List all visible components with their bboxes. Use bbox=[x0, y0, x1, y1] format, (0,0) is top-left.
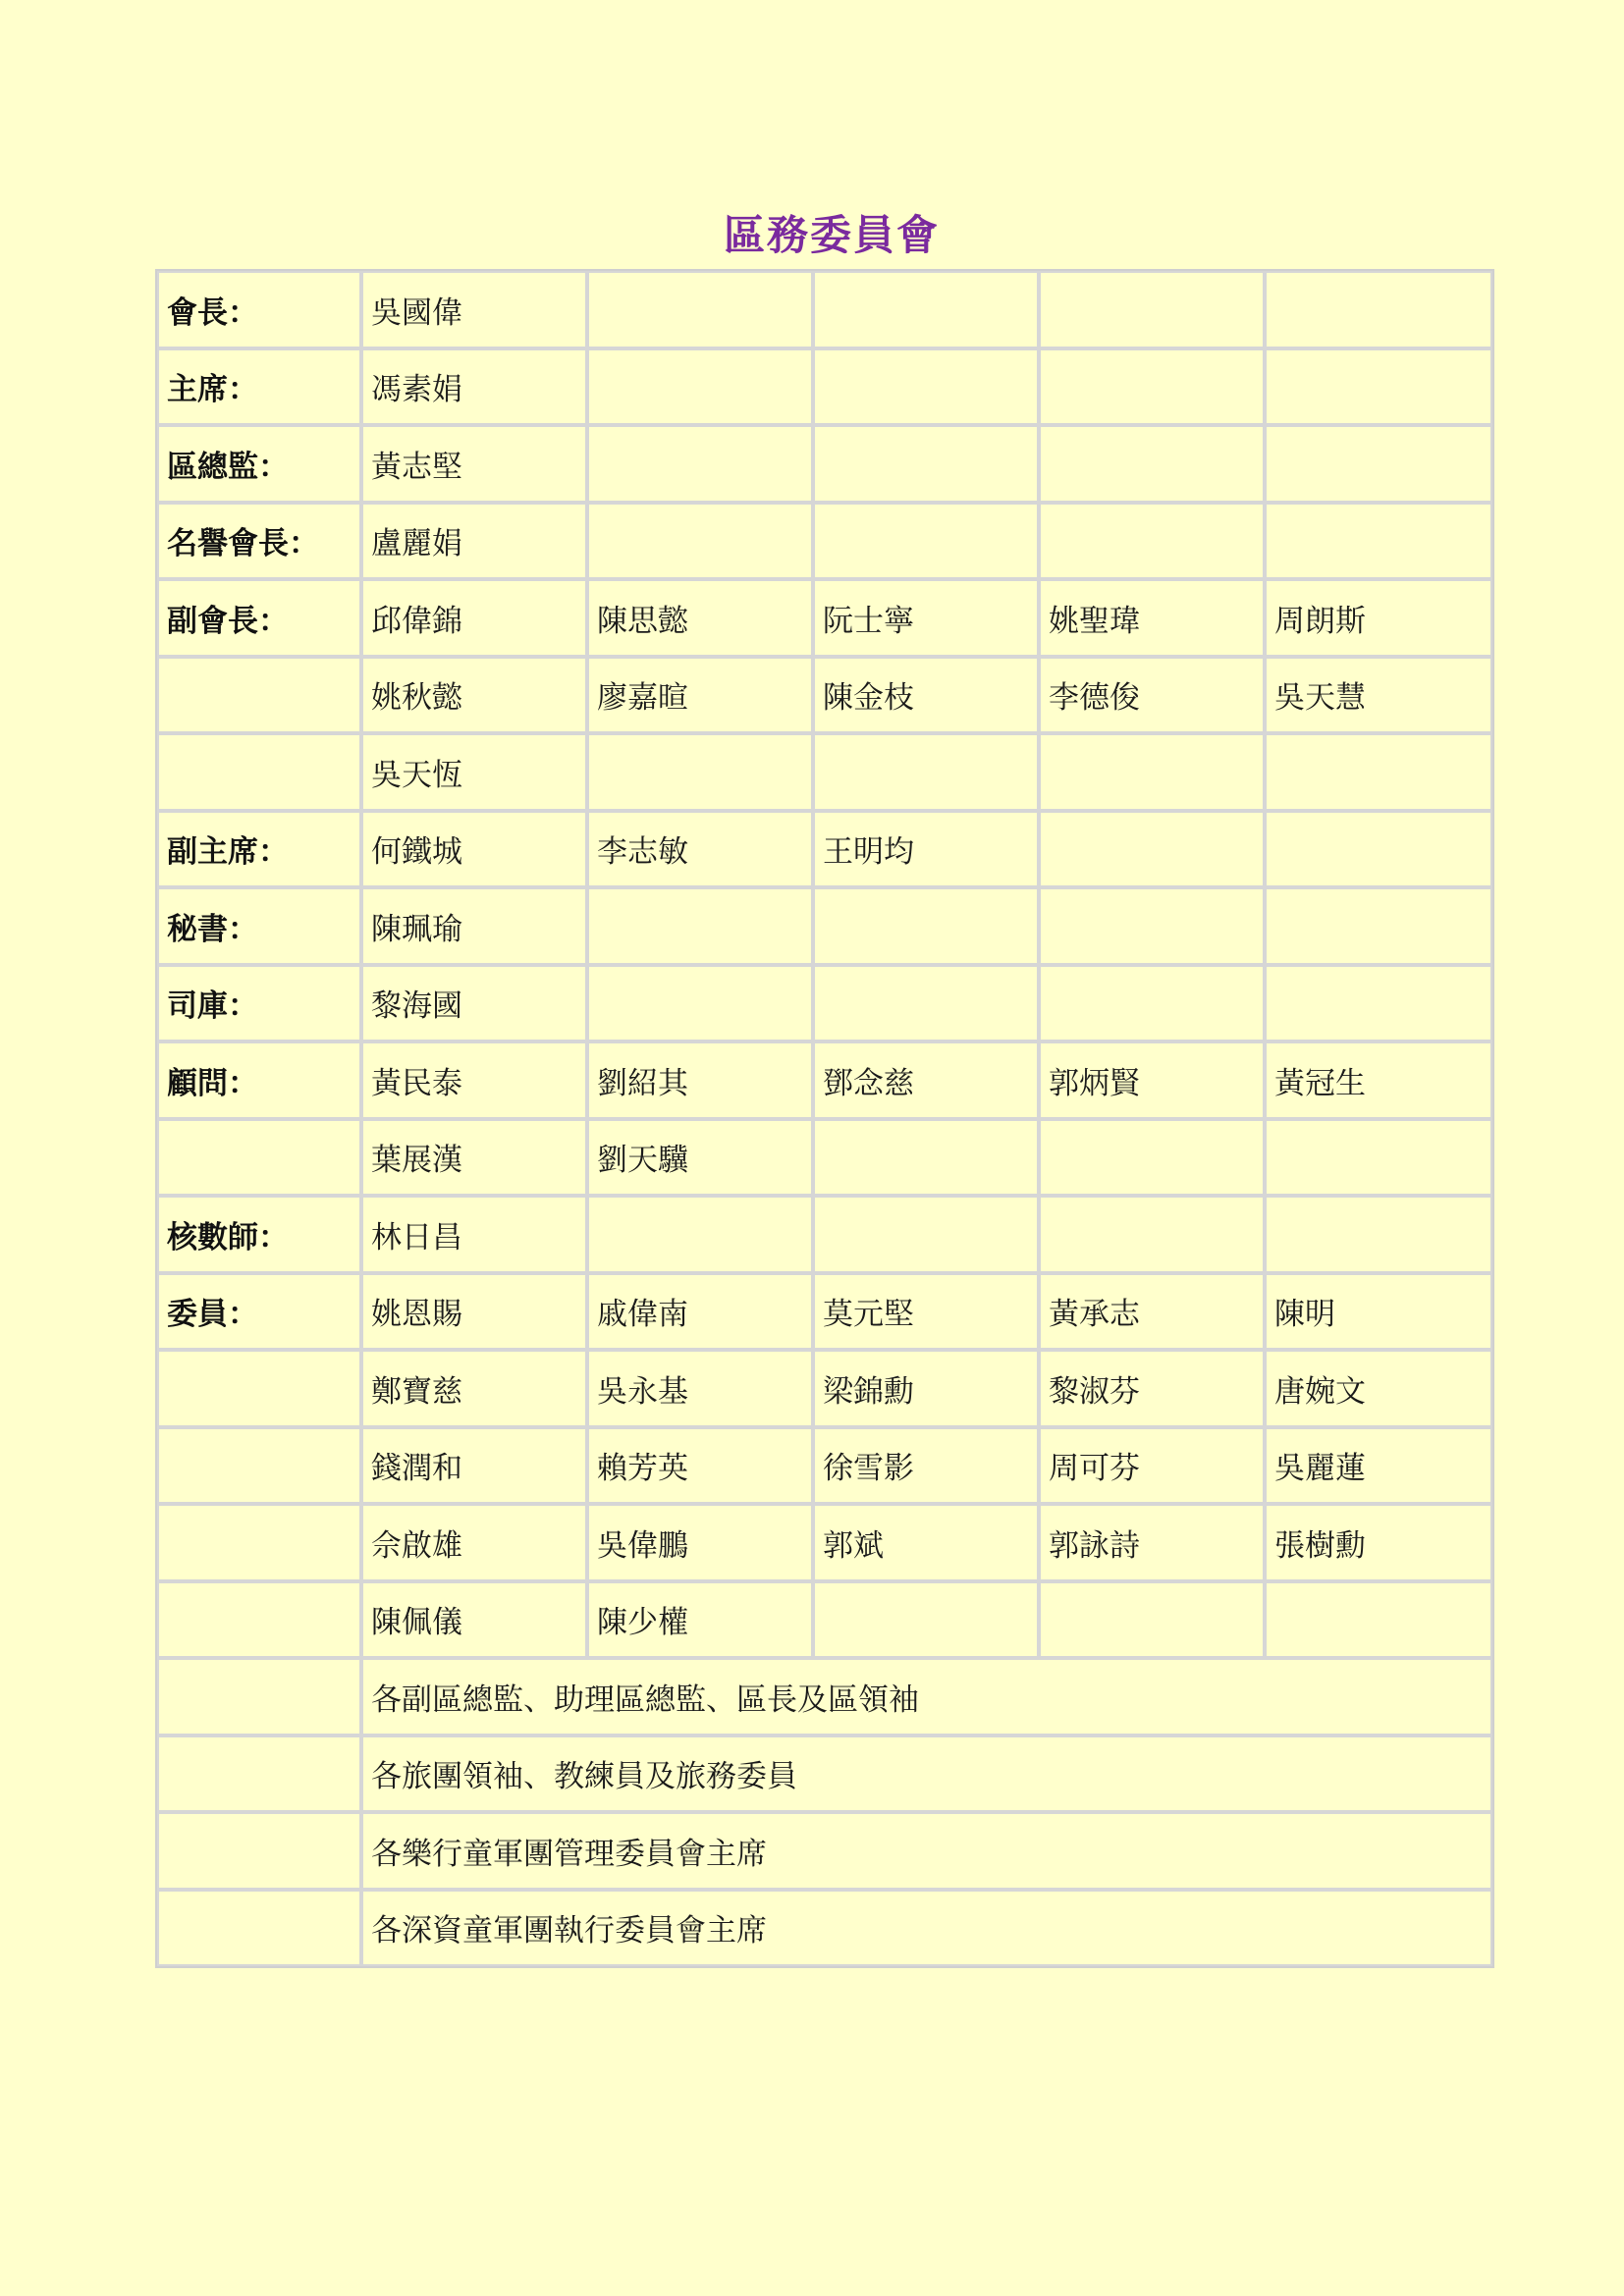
name-cell: 黃民泰 bbox=[361, 1041, 587, 1119]
table-row bbox=[157, 1119, 1492, 1197]
committee-table bbox=[155, 269, 1494, 1968]
name-cell: 李志敏 bbox=[587, 811, 813, 888]
role-cell bbox=[157, 1658, 361, 1735]
name-cell bbox=[813, 503, 1039, 580]
role-cell bbox=[157, 1504, 361, 1581]
name-cell: 錢潤和 bbox=[361, 1427, 587, 1505]
table-row bbox=[157, 579, 1492, 657]
name-cell bbox=[587, 887, 813, 965]
name-cell bbox=[1265, 733, 1492, 811]
name-cell bbox=[1039, 887, 1265, 965]
group-cell: 各深資童軍團執行委員會主席 bbox=[361, 1890, 1492, 1967]
name-cell bbox=[813, 271, 1039, 348]
name-cell bbox=[1039, 733, 1265, 811]
name-cell: 馮素娟 bbox=[361, 348, 587, 426]
name-cell bbox=[587, 425, 813, 503]
role-cell: 司庫： bbox=[157, 965, 361, 1042]
table-row bbox=[157, 425, 1492, 503]
name-cell: 黃承志 bbox=[1039, 1273, 1265, 1351]
role-cell bbox=[157, 1812, 361, 1890]
name-cell: 陳少權 bbox=[587, 1581, 813, 1659]
name-cell: 佘啟雄 bbox=[361, 1504, 587, 1581]
name-cell: 何鐵城 bbox=[361, 811, 587, 888]
name-cell bbox=[587, 1196, 813, 1273]
name-cell: 王明均 bbox=[813, 811, 1039, 888]
name-cell bbox=[1265, 887, 1492, 965]
name-cell bbox=[1039, 425, 1265, 503]
name-cell bbox=[587, 348, 813, 426]
name-cell: 吳天慧 bbox=[1265, 657, 1492, 734]
table-row bbox=[157, 271, 1492, 348]
name-cell bbox=[1039, 271, 1265, 348]
name-cell: 陳思懿 bbox=[587, 579, 813, 657]
name-cell bbox=[1265, 348, 1492, 426]
table-row bbox=[157, 1041, 1492, 1119]
name-cell: 張樹勳 bbox=[1265, 1504, 1492, 1581]
name-cell: 鄭寶慈 bbox=[361, 1350, 587, 1427]
role-cell bbox=[157, 1350, 361, 1427]
table-row bbox=[157, 1196, 1492, 1273]
name-cell: 姚秋懿 bbox=[361, 657, 587, 734]
name-cell bbox=[813, 1581, 1039, 1659]
name-cell: 黎淑芬 bbox=[1039, 1350, 1265, 1427]
role-cell: 委員： bbox=[157, 1273, 361, 1351]
name-cell: 郭斌 bbox=[813, 1504, 1039, 1581]
name-cell: 郭詠詩 bbox=[1039, 1504, 1265, 1581]
name-cell bbox=[1265, 425, 1492, 503]
name-cell bbox=[1039, 811, 1265, 888]
role-cell: 顧問： bbox=[157, 1041, 361, 1119]
role-cell bbox=[157, 1119, 361, 1197]
role-cell: 名譽會長： bbox=[157, 503, 361, 580]
name-cell bbox=[1265, 503, 1492, 580]
table-row bbox=[157, 657, 1492, 734]
name-cell: 黃冠生 bbox=[1265, 1041, 1492, 1119]
table-row bbox=[157, 1581, 1492, 1659]
name-cell bbox=[813, 348, 1039, 426]
name-cell: 姚聖瑋 bbox=[1039, 579, 1265, 657]
name-cell: 黎海國 bbox=[361, 965, 587, 1042]
table-row bbox=[157, 733, 1492, 811]
name-cell bbox=[1039, 348, 1265, 426]
name-cell: 阮士寧 bbox=[813, 579, 1039, 657]
name-cell bbox=[1039, 1119, 1265, 1197]
role-cell bbox=[157, 1427, 361, 1505]
role-cell: 主席： bbox=[157, 348, 361, 426]
name-cell: 梁錦勳 bbox=[813, 1350, 1039, 1427]
name-cell bbox=[1265, 1581, 1492, 1659]
name-cell: 莫元堅 bbox=[813, 1273, 1039, 1351]
table-row bbox=[157, 503, 1492, 580]
name-cell: 周可芬 bbox=[1039, 1427, 1265, 1505]
name-cell: 盧麗娟 bbox=[361, 503, 587, 580]
table-row bbox=[157, 1427, 1492, 1505]
name-cell: 戚偉南 bbox=[587, 1273, 813, 1351]
role-cell bbox=[157, 733, 361, 811]
name-cell bbox=[1265, 1119, 1492, 1197]
name-cell: 葉展漢 bbox=[361, 1119, 587, 1197]
name-cell bbox=[813, 1196, 1039, 1273]
role-cell bbox=[157, 1890, 361, 1967]
role-cell: 副主席： bbox=[157, 811, 361, 888]
role-cell bbox=[157, 1581, 361, 1659]
name-cell bbox=[587, 503, 813, 580]
name-cell bbox=[587, 965, 813, 1042]
name-cell: 鄧念慈 bbox=[813, 1041, 1039, 1119]
name-cell bbox=[813, 965, 1039, 1042]
name-cell: 廖嘉暄 bbox=[587, 657, 813, 734]
name-cell bbox=[587, 733, 813, 811]
name-cell: 姚恩賜 bbox=[361, 1273, 587, 1351]
group-cell: 各副區總監、助理區總監、區長及區領袖 bbox=[361, 1658, 1492, 1735]
name-cell: 邱偉錦 bbox=[361, 579, 587, 657]
name-cell bbox=[813, 887, 1039, 965]
name-cell: 黃志堅 bbox=[361, 425, 587, 503]
name-cell bbox=[1265, 965, 1492, 1042]
role-cell: 區總監： bbox=[157, 425, 361, 503]
table-row bbox=[157, 1350, 1492, 1427]
name-cell bbox=[1039, 503, 1265, 580]
name-cell bbox=[1039, 1196, 1265, 1273]
name-cell bbox=[1265, 271, 1492, 348]
name-cell bbox=[587, 271, 813, 348]
group-cell: 各旅團領袖、教練員及旅務委員 bbox=[361, 1735, 1492, 1813]
name-cell: 陳明 bbox=[1265, 1273, 1492, 1351]
name-cell bbox=[1039, 1581, 1265, 1659]
name-cell: 周朗斯 bbox=[1265, 579, 1492, 657]
name-cell: 劉紹其 bbox=[587, 1041, 813, 1119]
name-cell: 林日昌 bbox=[361, 1196, 587, 1273]
name-cell: 吳偉鵬 bbox=[587, 1504, 813, 1581]
table-row bbox=[157, 1504, 1492, 1581]
name-cell: 徐雪影 bbox=[813, 1427, 1039, 1505]
table-row-wide bbox=[157, 1735, 1492, 1813]
role-cell bbox=[157, 657, 361, 734]
name-cell: 陳佩儀 bbox=[361, 1581, 587, 1659]
table-row-wide bbox=[157, 1890, 1492, 1967]
name-cell bbox=[813, 425, 1039, 503]
name-cell: 郭炳賢 bbox=[1039, 1041, 1265, 1119]
table-row bbox=[157, 965, 1492, 1042]
table-row bbox=[157, 811, 1492, 888]
page-title: 區務委員會 bbox=[723, 211, 940, 259]
name-cell bbox=[1265, 811, 1492, 888]
group-cell: 各樂行童軍團管理委員會主席 bbox=[361, 1812, 1492, 1890]
name-cell: 陳金枝 bbox=[813, 657, 1039, 734]
table-row bbox=[157, 887, 1492, 965]
name-cell: 陳珮瑜 bbox=[361, 887, 587, 965]
name-cell: 吳天恆 bbox=[361, 733, 587, 811]
name-cell: 劉天驥 bbox=[587, 1119, 813, 1197]
name-cell bbox=[813, 733, 1039, 811]
name-cell: 吳國偉 bbox=[361, 271, 587, 348]
name-cell: 李德俊 bbox=[1039, 657, 1265, 734]
name-cell bbox=[1265, 1196, 1492, 1273]
name-cell bbox=[1039, 965, 1265, 1042]
table-row-wide bbox=[157, 1812, 1492, 1890]
name-cell: 賴芳英 bbox=[587, 1427, 813, 1505]
role-cell bbox=[157, 1735, 361, 1813]
role-cell: 會長： bbox=[157, 271, 361, 348]
name-cell: 吳麗蓮 bbox=[1265, 1427, 1492, 1505]
role-cell: 副會長： bbox=[157, 579, 361, 657]
table-row bbox=[157, 348, 1492, 426]
table-row bbox=[157, 1273, 1492, 1351]
name-cell: 唐婉文 bbox=[1265, 1350, 1492, 1427]
role-cell: 秘書： bbox=[157, 887, 361, 965]
role-cell: 核數師： bbox=[157, 1196, 361, 1273]
name-cell: 吳永基 bbox=[587, 1350, 813, 1427]
table-row-wide bbox=[157, 1658, 1492, 1735]
name-cell bbox=[813, 1119, 1039, 1197]
